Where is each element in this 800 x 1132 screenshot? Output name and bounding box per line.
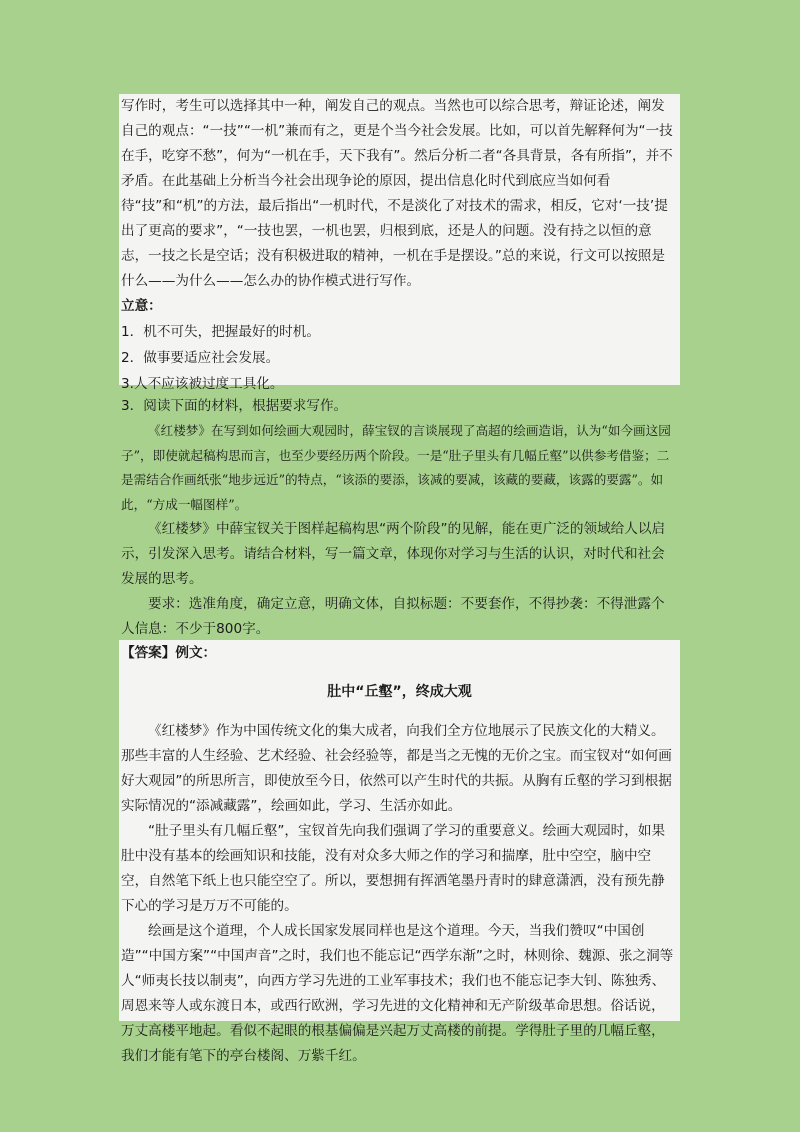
question-requirement: 要求：选准角度，确定立意，明确文体，自拟标题：不要套作，不得抄袭：不得泄露个人信息：不少于800字。 [121,596,665,637]
answer-label: 【答案】例文： [121,645,217,661]
main-idea-item-1: 1．机不可失，把握最好的时机。 [121,324,320,340]
analysis-paragraph: 写作时，考生可以选择其中一种，阐发自己的观点。当然也可以综合思考，辩证论述，阐发自己的观点：“一技”“一机”兼而有之，更是个当今社会发展。比如，可以首先解释何为“一技在手，吃穿不愁”，何为“一机在手，天下我有”。然后分析二者“各具背景，各有所指”，并不矛盾。在此基础上分析当今社会出现争论的原因，提出信息化时代到底应当如何看待“技”和“机”的方法，最后指出“一机时代，不是淡化了对技术的需求，相反，它对‘一技’提出了更高的要求”，“一技也罢，一机也罢，归根到底，还是人的问题。没有持之以恒的意志，一技之长是空话；没有积极进取的精神，一机在手是摆设。”总的来说，行文可以按照是什么——为什么——怎么办的协作模式进行写作。 [121,98,673,289]
essay-paragraph-3: 绘画是这个道理，个人成长国家发展同样也是这个道理。今天，当我们赞叹“中国创造”“中国方案”“中国声音”之时，我们也不能忘记“西学东渐”之时，林则徐、魏源、张之洞等人“师夷长技以制夷”，向西方学习先进的工业军事技术；我们也不能忘记李大钊、陈独秀、周恩来等人或东渡日本，或西行欧洲，学习先进的文化精神和无产阶级革命思想。俗话说，万丈高楼平地起。看似不起眼的根基偏偏是兴起万丈高楼的前提。学得肚子里的几幅丘壑，我们才能有笔下的亭台楼阁、万紫千红。 [121,923,674,1064]
sample-essay-section [121,641,678,1069]
question-heading: 3．阅读下面的材料，根据要求写作。 [121,398,348,414]
main-idea-item-2: 2．做事要适应社会发展。 [121,350,280,366]
main-idea-item-3: 3.人不应该被过度工具化。 [121,376,284,392]
question-section [121,394,678,642]
essay-title: 肚中“丘壑”，终成大观 [327,684,472,700]
main-idea-heading: 立意： [121,298,162,314]
analysis-section [121,94,678,397]
essay-paragraph-1: 《红楼梦》作为中国传统文化的集大成者，向我们全方位地展示了民族文化的大精义。那些丰富的人生经验、艺术经验、社会经验等，都是当之无愧的无价之宝。而宝钗对“如何画好大观园”的所思所言，即使放至今日，依然可以产生时代的共振。从胸有丘壑的学习到根据实际情况的“添减藏露”，绘画如此，学习、生活亦如此。 [121,723,672,814]
essay-paragraph-2: “肚子里头有几幅丘壑”，宝钗首先向我们强调了学习的重要意义。绘画大观园时，如果肚中没有基本的绘画知识和技能，没有对众多大师之作的学习和揣摩，肚中空空，脑中空空，自然笔下纸上也只能空空了。所以，要想拥有挥洒笔墨丹青时的肆意潇洒，没有预先静下心的学习是万万不可能的。 [121,823,666,914]
question-prompt: 《红楼梦》中薛宝钗关于图样起稿构思“两个阶段”的见解，能在更广泛的领域给人以启示，引发深入思考。请结合材料，写一篇文章，体现你对学习与生活的认识，对时代和社会发展的思考。 [121,521,666,587]
question-material: 《红楼梦》在写到如何绘画大观园时，薛宝钗的言谈展现了高超的绘画造诣，认为“如今画这园子”，即使就起稿构思而言，也至少要经历两个阶段。一是“肚子里头有几幅丘壑”以供参考借鉴；二是需结合作画纸张“地步远近”的特点，“该添的要添，该减的要减，该藏的要藏，该露的要露”。如此，“方成一幅图样”。 [121,423,671,512]
